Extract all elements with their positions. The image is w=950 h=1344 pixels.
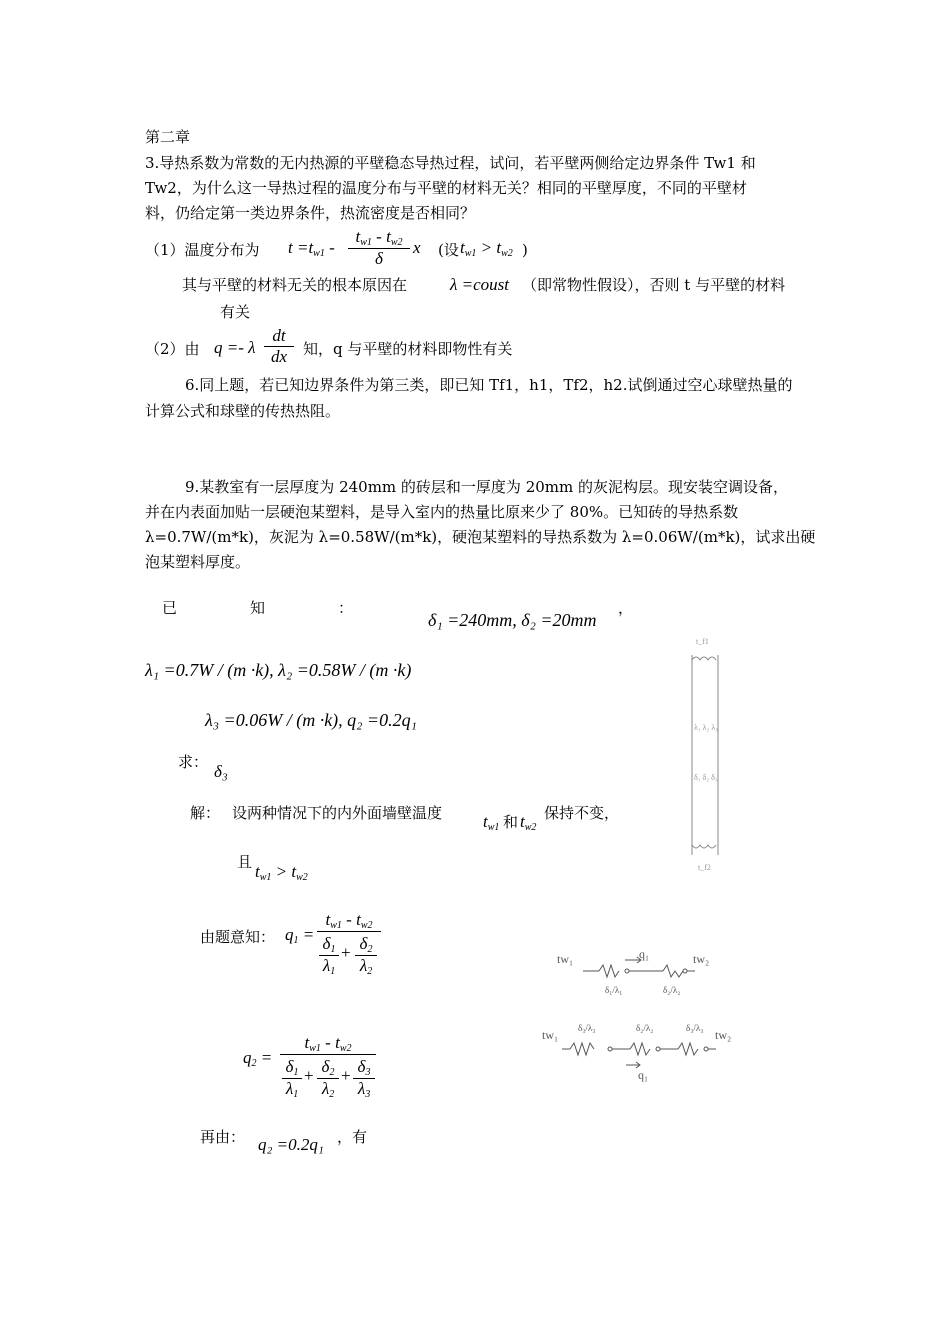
circuit2-r3-label: δ₃/λ₃ bbox=[686, 1023, 704, 1033]
circuit2-r2-label: δ₂/λ₂ bbox=[636, 1023, 654, 1033]
solution-text-after: 保持不变， bbox=[544, 804, 620, 822]
lambda-constant: λ =coust bbox=[450, 275, 509, 294]
q2-fraction: $t_{w1} - t_{w2}$ $\delta_1$ $\lambda_1$ + $\delta_2$ $\lambda_2$ + $\delta_3$ $\lambda_3$ bbox=[280, 1033, 376, 1101]
known-delta-values: δ₁ =240mm, δ₂ =20mm bbox=[428, 610, 597, 630]
again-suffix: ，有 bbox=[337, 1128, 368, 1146]
condition-close: ) bbox=[522, 241, 528, 259]
q9-line-1: 9.某教室有一层厚度为 240mm 的砖层和一厚度为 20mm 的灰泥构层。现安装空调设备， bbox=[185, 478, 788, 496]
circuit2-right-label: tw₂ bbox=[715, 1028, 732, 1042]
solution-text-before: 设两种情况下的内外面墙壁温度 bbox=[232, 804, 443, 822]
condition-expression: $t_{w1} > t_{w2}$ bbox=[460, 238, 513, 259]
fourier-law-fraction: dt dx bbox=[264, 326, 294, 367]
known-trailing-comma: ， bbox=[618, 599, 634, 617]
q1-lhs: $q_1$ = bbox=[285, 925, 315, 946]
q9-line-2: 并在内表面加贴一层硬泡某塑料，是导入室内的热量比原来少了 80%。已知砖的导热系数 bbox=[145, 503, 739, 521]
solution-and: 和 bbox=[503, 813, 519, 831]
derive-label: 由题意知： bbox=[200, 928, 276, 946]
thermal-circuit-1 bbox=[555, 945, 725, 1005]
resistor-a bbox=[570, 1043, 594, 1055]
temperature-fraction: $t_{w1} - t_{w2}$ δ bbox=[348, 227, 410, 269]
known-lambda-values: λ₁ =0.7W / (m ·k), λ₂ =0.58W / (m ·k) bbox=[145, 660, 412, 680]
circuit1-flux-label: q₁ bbox=[639, 947, 650, 961]
circuit2-flux-label: q₁ bbox=[638, 1068, 649, 1082]
fourier-law-lhs: q =- λ bbox=[214, 338, 256, 357]
answer-2-suffix: 知，q 与平壁的材料即物性有关 bbox=[303, 340, 513, 358]
wall-label-top: t_f1 bbox=[696, 637, 709, 646]
solution-tw2: $t_{w2}$ bbox=[520, 812, 537, 833]
wall-label-lambdas: λ₁ λ₂ λ₃ bbox=[694, 723, 719, 732]
q6-line-2: 计算公式和球壁的传热热阻。 bbox=[145, 402, 341, 420]
known-label-3: ： bbox=[338, 599, 354, 617]
q9-line-3: λ=0.7W/(m*k)，灰泥为 λ=0.58W/(m*k)，硬泡某塑料的导热系数为 λ=0.06W/(m*k)，试求出硬 bbox=[145, 528, 816, 546]
reason-suffix: （即常物性假设），否则 t 与平壁的材料 bbox=[522, 276, 786, 294]
circuit1-r1-label: δ₁/λ₁ bbox=[605, 985, 623, 995]
condition-open: (设 bbox=[438, 241, 459, 259]
seek-label: 求： bbox=[178, 753, 209, 771]
q3-line-2: Tw2，为什么这一导热过程的温度分布与平壁的材料无关？相同的平壁厚度，不同的平壁材 bbox=[145, 179, 747, 197]
circuit2-r1-label: δ₃/λ₃ bbox=[578, 1023, 596, 1033]
again-expression: q₂ =0.2q₁ bbox=[258, 1135, 324, 1154]
solution-inequality: $t_{w1} > t_{w2}$ bbox=[255, 862, 308, 883]
seek-target: δ₃ bbox=[214, 762, 228, 781]
resistor-1 bbox=[599, 965, 619, 977]
q6-line-1: 6.同上题，若已知边界条件为第三类，即已知 Tf1，h1，Tf2，h2.试倒通过空心球壁热量的 bbox=[185, 376, 793, 394]
q9-line-4: 泡某塑料厚度。 bbox=[145, 553, 251, 571]
chapter-heading: 第二章 bbox=[145, 128, 191, 146]
q3-line-3: 料，仍给定第一类边界条件，热流密度是否相同？ bbox=[145, 204, 476, 222]
solution-label: 解： bbox=[190, 804, 221, 822]
wall-label-bottom: t_f2 bbox=[698, 863, 711, 872]
again-label: 再由： bbox=[200, 1128, 246, 1146]
q2-lhs: $q_2$ = bbox=[243, 1048, 273, 1069]
circuit1-r2-label: δ₂/λ₂ bbox=[663, 985, 681, 995]
thermal-circuit-2 bbox=[540, 1015, 740, 1090]
q1-fraction: $t_{w1} - t_{w2}$ $\delta_1$ $\lambda_1$ + $\delta_2$ $\lambda_2$ bbox=[317, 910, 381, 978]
answer-1-prefix: （1）温度分布为 bbox=[145, 241, 260, 259]
wall-top-wave bbox=[692, 657, 716, 660]
q3-line-1: 3.导热系数为常数的无内热源的平壁稳态导热过程，试问，若平壁两侧给定边界条件 Tw1 和 bbox=[145, 154, 756, 172]
resistor-b bbox=[630, 1043, 650, 1055]
wall-sketch bbox=[680, 630, 730, 885]
resistor-2 bbox=[663, 965, 683, 977]
solution-also: 且 bbox=[237, 853, 253, 871]
circuit1-right-label: tw₂ bbox=[693, 952, 710, 966]
known-lambda3-and-q: λ₃ =0.06W / (m ·k), q₂ =0.2q₁ bbox=[205, 710, 417, 730]
known-label-1: 已 bbox=[162, 599, 178, 617]
temperature-formula-x: x bbox=[413, 238, 421, 257]
wall-bottom-wave bbox=[692, 845, 716, 848]
circuit1-left-label: tw₁ bbox=[557, 952, 574, 966]
solution-tw1: $t_{w1}$ bbox=[483, 812, 500, 833]
wall-label-deltas: δ₁ δ₂ δ₃ bbox=[694, 773, 718, 782]
resistor-c bbox=[678, 1043, 698, 1055]
reason-line-2: 有关 bbox=[220, 303, 251, 321]
temperature-formula-lhs: $t =t_{w1}$ - bbox=[288, 238, 335, 259]
known-label-2: 知 bbox=[250, 599, 266, 617]
circuit2-left-label: tw₁ bbox=[542, 1028, 559, 1042]
reason-prefix: 其与平壁的材料无关的根本原因在 bbox=[182, 276, 408, 294]
answer-2-prefix: （2）由 bbox=[145, 340, 200, 358]
